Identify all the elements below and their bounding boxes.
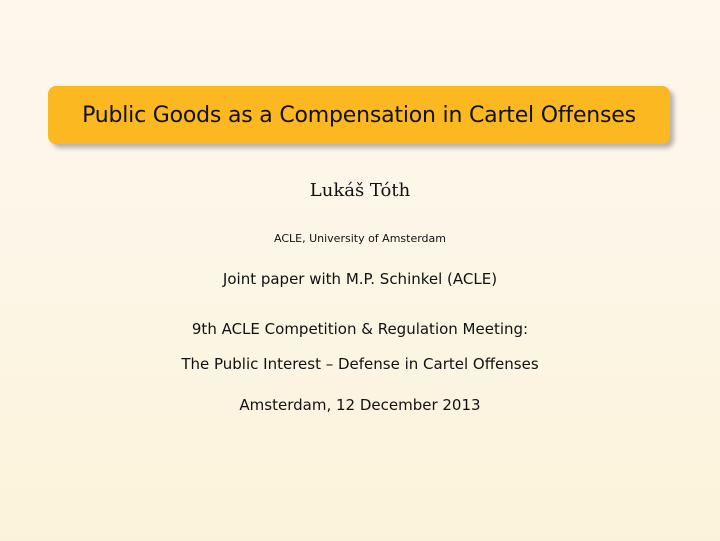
author-name: Lukáš Tóth	[309, 180, 411, 201]
title-box	[48, 86, 670, 144]
meeting-name: 9th ACLE Competition & Regulation Meeting:	[191, 320, 529, 338]
joint-paper-note: Joint paper with M.P. Schinkel (ACLE)	[222, 270, 498, 288]
meeting-theme: The Public Interest – Defense in Cartel Offenses	[181, 355, 539, 373]
presentation-date: Amsterdam, 12 December 2013	[239, 396, 481, 414]
author-affiliation: ACLE, University of Amsterdam	[274, 232, 446, 245]
slide-title: Public Goods as a Compensation in Cartel Offenses	[82, 102, 636, 128]
